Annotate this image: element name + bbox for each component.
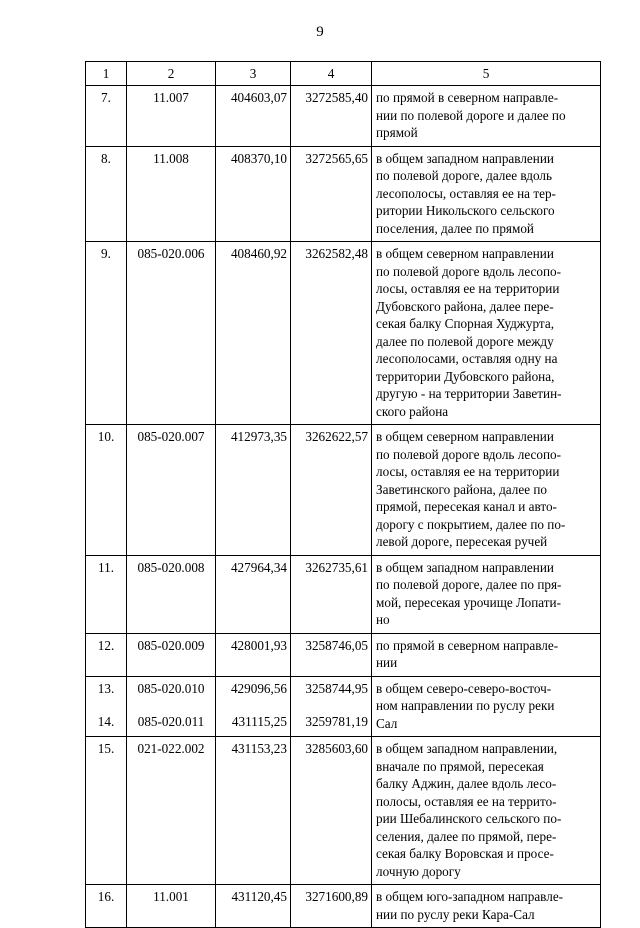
header-row	[86, 62, 601, 86]
table-row	[86, 425, 601, 556]
coord-x-cell-value: 427964,34	[230, 559, 287, 575]
point-code-cell	[127, 676, 216, 737]
point-number-cell	[86, 885, 127, 928]
description-line: по полевой дороге вдоль лесопо-	[376, 446, 561, 462]
description-line: далее по полевой дороге между	[376, 333, 554, 349]
point-code-cell-value: 085-020.008	[137, 559, 205, 575]
description-cell	[372, 737, 601, 885]
point-number-cell-value: 11.	[98, 559, 114, 575]
description-line: в общем северном направлении	[376, 429, 554, 444]
point-number-cell	[86, 425, 127, 556]
coord-x-cell	[216, 425, 291, 556]
point-code-cell-value: 085-020.011	[137, 714, 205, 729]
description-line: Заветинского района, далее по	[376, 481, 548, 497]
description-line: ном направлении по руслу реки	[376, 698, 555, 713]
header-col-3: 3	[216, 62, 291, 86]
coord-y-cell-value: 3285603,60	[305, 741, 368, 756]
point-number-cell-value: 14.	[97, 714, 115, 729]
description-line: балку Аджин, далее вдоль лесо-	[376, 776, 557, 791]
coord-y-cell	[291, 676, 372, 737]
point-code-cell-value: 085-020.006	[137, 246, 205, 261]
coord-x-cell-value: 431120,45	[231, 889, 287, 904]
description-line: лесополосами, оставляя одну на	[376, 351, 558, 366]
description-line: селения, далее по прямой, пере-	[376, 828, 557, 844]
coord-x-cell-value: 408370,10	[230, 150, 287, 166]
table-row	[86, 885, 601, 928]
description-line: секая балку Спорная Худжурта,	[376, 316, 555, 331]
description-line: нии	[376, 655, 398, 670]
point-code-cell-value: 021-022.002	[137, 741, 205, 756]
description-line: прямой, пересекая канал и авто-	[376, 499, 557, 514]
point-number-cell	[86, 242, 127, 425]
coord-y-cell-value: 3272565,65	[305, 150, 368, 166]
description-cell	[372, 146, 601, 242]
coord-x-cell	[216, 737, 291, 885]
table-row	[86, 737, 601, 885]
point-code-cell	[127, 885, 216, 928]
coord-x-cell-value: 412973,35	[230, 429, 287, 444]
description-line: лосы, оставляя ее на территории	[376, 281, 560, 296]
description-line: территории Дубовского района,	[376, 368, 555, 384]
point-number-cell-value: 9.	[101, 246, 111, 261]
coord-y-cell	[291, 86, 372, 147]
coord-y-cell-value: 3262582,48	[305, 246, 368, 261]
coord-y-cell-value: 3258744,95	[305, 680, 368, 696]
point-code-cell	[127, 737, 216, 885]
point-number-cell-value: 10.	[97, 429, 115, 444]
description-line: но	[376, 612, 390, 627]
table-row	[86, 633, 601, 676]
description-line: по полевой дороге, далее по пря-	[376, 577, 562, 592]
description-line: в общем западном направлении	[376, 559, 554, 575]
description-line: левой дороге, пересекая ручей	[376, 534, 548, 549]
coord-x-cell-value: 404603,07	[230, 90, 287, 105]
point-number-cell	[86, 555, 127, 633]
description-line: ского района	[376, 403, 449, 419]
coord-x-cell	[216, 555, 291, 633]
header-col-4: 4	[291, 62, 372, 86]
coord-x-cell-value: 429096,56	[230, 680, 287, 696]
point-number-cell	[86, 633, 127, 676]
description-cell	[372, 555, 601, 633]
point-code-cell-value: 11.008	[153, 150, 189, 166]
table-row	[86, 555, 601, 633]
point-number-cell	[86, 676, 127, 737]
description-cell	[372, 242, 601, 425]
description-line: нии по руслу реки Кара-Сал	[376, 906, 535, 922]
coord-y-cell	[291, 737, 372, 885]
coord-x-cell	[216, 885, 291, 928]
point-code-cell	[127, 146, 216, 242]
description-line: дорогу с покрытием, далее по по-	[376, 516, 566, 532]
coord-y-cell-value: 3259781,19	[305, 714, 368, 729]
point-code-cell	[127, 425, 216, 556]
description-cell	[372, 885, 601, 928]
description-line: полосы, оставляя ее на террито-	[376, 793, 557, 809]
point-number-cell-value: 12.	[97, 637, 115, 653]
description-line: в общем юго-западном направле-	[376, 889, 564, 904]
point-number-cell	[86, 86, 127, 147]
coord-x-cell-value: 408460,92	[230, 246, 287, 261]
point-code-cell-value: 085-020.007	[137, 429, 205, 444]
coord-y-cell	[291, 242, 372, 425]
page-number: 9	[316, 24, 324, 40]
table-row	[86, 242, 601, 425]
coord-x-cell-value: 431153,23	[231, 741, 287, 756]
coord-y-cell	[291, 555, 372, 633]
point-code-cell	[127, 633, 216, 676]
point-code-cell	[127, 86, 216, 147]
point-code-cell-value: 11.001	[153, 889, 189, 904]
description-line: Сал	[376, 715, 398, 731]
coord-x-cell-value: 431115,25	[231, 714, 287, 729]
description-cell	[372, 425, 601, 556]
coord-x-cell	[216, 86, 291, 147]
point-number-cell-value: 16.	[97, 889, 115, 904]
coord-y-cell-value: 3262622,57	[305, 429, 368, 444]
description-line: мой, пересекая урочище Лопати-	[376, 594, 561, 610]
description-line: секая балку Воровская и просе-	[376, 846, 554, 861]
description-line: Дубовского района, далее пере-	[376, 298, 554, 314]
coord-x-cell	[216, 242, 291, 425]
description-line: по прямой в северном направле-	[376, 90, 559, 105]
coord-y-cell	[291, 425, 372, 556]
point-number-cell-value: 13.	[97, 680, 115, 696]
point-code-cell-value: 11.007	[153, 90, 189, 105]
description-cell	[372, 86, 601, 147]
description-cell	[372, 676, 601, 737]
description-line: другую - на территории Заветин-	[376, 386, 562, 401]
point-code-cell	[127, 555, 216, 633]
coord-y-cell-value: 3271600,89	[305, 889, 368, 904]
description-line: рии Шебалинского сельского по-	[376, 811, 562, 826]
description-line: нии по полевой дороге и далее по	[376, 107, 566, 123]
table-row	[86, 146, 601, 242]
table-row	[86, 86, 601, 147]
coord-x-cell	[216, 146, 291, 242]
coord-y-cell-value: 3262735,61	[305, 559, 368, 575]
description-line: вначале по прямой, пересекая	[376, 758, 544, 774]
description-line: по прямой в северном направле-	[376, 637, 559, 653]
description-line: прямой	[376, 125, 418, 140]
coord-y-cell	[291, 633, 372, 676]
header-col-5: 5	[372, 62, 601, 86]
point-number-cell-value: 7.	[101, 90, 111, 105]
coord-x-cell-value: 428001,93	[230, 637, 287, 653]
header-col-2: 2	[127, 62, 216, 86]
point-code-cell-value: 085-020.010	[137, 680, 205, 696]
description-line: лочную дорогу	[376, 863, 461, 879]
description-line: в общем западном направлении,	[376, 741, 558, 756]
description-line: по полевой дороге вдоль лесопо-	[376, 263, 561, 279]
description-line: в общем северном направлении	[376, 246, 554, 261]
coord-y-cell	[291, 146, 372, 242]
description-line: поселения, далее по прямой	[376, 220, 534, 236]
coord-y-cell-value: 3272585,40	[305, 90, 368, 105]
point-number-cell-value: 15.	[97, 741, 115, 756]
coord-y-cell-value: 3258746,05	[305, 637, 368, 653]
header-col-1: 1	[86, 62, 127, 86]
coord-x-cell	[216, 633, 291, 676]
point-code-cell	[127, 242, 216, 425]
point-number-cell	[86, 737, 127, 885]
description-line: в общем западном направлении	[376, 150, 554, 166]
coord-x-cell	[216, 676, 291, 737]
description-line: по полевой дороге, далее вдоль	[376, 168, 553, 183]
description-cell	[372, 633, 601, 676]
description-line: в общем северо-северо-восточ-	[376, 680, 552, 696]
description-line: лосы, оставляя ее на территории	[376, 464, 560, 479]
coord-y-cell	[291, 885, 372, 928]
point-number-cell-value: 8.	[101, 150, 111, 166]
description-line: лесополосы, оставляя ее на тер-	[376, 185, 556, 201]
boundary-table	[85, 61, 601, 928]
description-line: ритории Никольского сельского	[376, 203, 555, 218]
point-code-cell-value: 085-020.009	[137, 637, 205, 653]
point-number-cell	[86, 146, 127, 242]
table-row	[86, 676, 601, 737]
